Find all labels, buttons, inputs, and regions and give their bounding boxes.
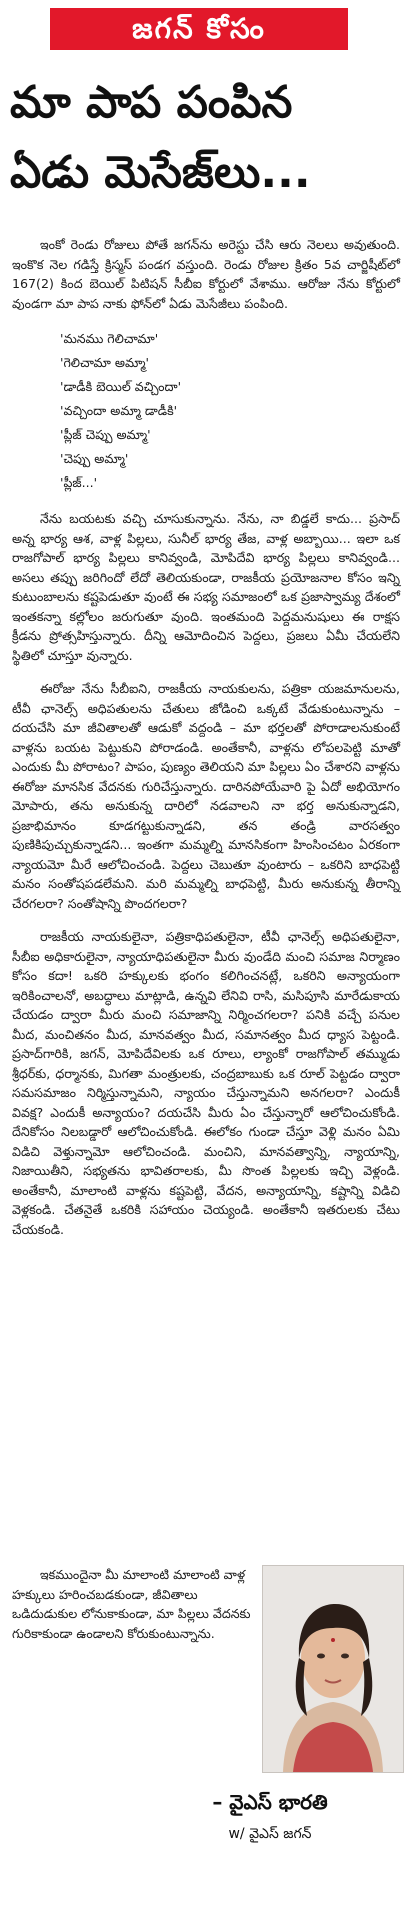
author-signature: – వైఎస్ భారతి	[212, 1790, 328, 1814]
message-5: 'ప్లీజ్ చెప్పు అమ్మా'	[60, 427, 151, 442]
message-4: 'వచ్చిందా అమ్మా డాడీకి'	[60, 403, 178, 418]
closing-column	[12, 1565, 252, 1643]
message-list	[60, 327, 400, 495]
message-2: 'గెలిచామా అమ్మా'	[60, 355, 150, 370]
message-6: 'చెప్పు అమ్మా'	[60, 451, 129, 466]
paragraph-1: ఇంకో రెండు రోజులు పోతే జగన్‌ను అరెస్టు చేసి ఆరు నెలలు అవుతుంది. ఇంకొక నెల గడిస్తే క్రిస్మస్ పండగ వస్తుంది. రెండు రోజుల క్రితం 5వ చార్జిషీట్‌లో 167(2) కింద బెయిల్ పిటిషన్ సీబీఐ కోర్టులో వేశాము. ఆరోజు నేను కోర్టులో వుండగా మా పాప నాకు ఫోన్‌లో ఏడు మెసేజీలు పంపింది.	[12, 237, 400, 311]
section-tag: జగన్ కోసం	[50, 8, 348, 50]
article-body	[12, 235, 400, 1253]
paragraph-4: రాజకీయ నాయకులైనా, పత్రికాధిపతులైనా, టీవీ ఛానెల్స్ అధిపతులైనా, సీబీఐ అధికారులైనా, న్యాయాధిపతులైనా మీరు వుండేది మంచి సమాజ నిర్మాణం కోసం కదా! ఒకరి హక్కులకు భంగం కలిగించనట్లే, ఒకరిని అన్యాయంగా ఇరికించాలనో, అబద్ధాలు మాట్లాడి, ఉన్నవి లేనివి రాసి, మసిపూసి మారేడుకాయ చేయడం ద్వారా మీరు మంచి సమాజాన్ని నిర్మించగలరా? పనికి వచ్చే పనుల మీద, మంచితనం మీద, మానవత్వం మీద, సమానత్వం మీద ధ్యాస పెట్టండి. ప్రసాద్‌గారికి, జగన్, మోపిదేవిలకు ఒక రూలు, ల్యాంకో రాజగోపాల్ తమ్ముడు శ్రీధర్‌కు, ధర్మానకు, మిగతా మంత్రులకు, చంద్రబాబుకు ఒక రూల్ పెట్టడం ద్వారా సమసమాజం నిర్మిస్తున్నామని, న్యాయం చేస్తున్నామని అనగలరా? ఎందుకీ వివక్ష? ఎందుకీ అన్యాయం? దయచేసి మీరు ఏం చేస్తున్నారో ఆలోచించుకోండి. దేనికోసం నిలబడ్డారో ఆలోచించుకోండి. ఈలోకం గుండా చేస్తూ వెళ్లి మనం ఏమి విడిచి వెళ్తున్నామో ఆలోచించండి. మంచిని, మానవత్వాన్ని, న్యాయాన్ని, నిజాయితీని, సభ్యతను భావితరాలకు, మీ సొంత పిల్లలకు ఇచ్చి వెళ్లండి. అంతేకానీ, మాలాంటి వాళ్లను కష్టపెట్టి, వేదన, అన్యాయాన్ని, కష్టాన్ని విడిచి వెళ్లకండి. చేతనైతే ఒకరికి సహాయం చెయ్యండి. అంతేకానీ ఇతరులకు చేటు చేయకండి.	[12, 929, 400, 1237]
portrait-image	[263, 1566, 403, 1772]
author-relation: w/ వైఎస్ జగన్	[228, 1826, 312, 1842]
headline-line-2: ఏడు మెసేజ్‌లు...	[10, 147, 311, 198]
headline	[10, 68, 402, 208]
paragraph-5: ఇకముందైనా మీ మాలాంటి మాలాంటి వాళ్ల హక్కులు హరించబడకుండా, జీవితాలు ఒడిదుడుకుల లోనుకాకుండా, మా పిల్లలు వేదనకు గురికాకుండా ఉండాలని కోరుకుంటున్నాను.	[12, 1567, 251, 1641]
paragraph-3: ఈరోజు నేను సీబీఐని, రాజకీయ నాయకులను, పత్రికా యజమానులను, టీవీ ఛానెల్స్ అధిపతులను చేతులు జోడించి ఒక్కటే వేడుకుంటున్నాను – దయచేసి మా జీవితాలతో ఆడుకో వద్దండి – మా భర్తలతో పోరాడాలనుకుంటే వాళ్లను బయట పెట్టుకుని పోరాడండి. అంతేకానీ, వాళ్లను లోపలపెట్టి మాతో ఎందుకు మీ పోరాటం? పాపం, పుణ్యం తెలియని మా పిల్లలు ఏం చేశారని వాళ్లను ఈరోజు మానసిక వేదనకు గురిచేస్తున్నారు. దారినపోయేవారి పై ఏదో అభియోగం మోపారు, తను అనుకున్న దారిలో నడవాలని నా భర్త అనుకున్నాడని, ప్రజాభిమానం కూడగట్టుకున్నాడని, తన తండ్రి వారసత్వం పుణికిపుచ్చుకున్నాడని... ఇంతగా మమ్మల్ని మానసికంగా హింసించటం ఏరకంగా న్యాయమో మీరే ఆలోచించండి. పెద్దలు చెబుతూ వుంటారు – ఒకరిని బాధపెట్టి మనం సంతోషపడలేమని. మరి మమ్మల్ని బాధపెట్టి, మీరు అనుకున్న తీరాన్ని చేరగలరా? సంతోషాన్ని పొందగలరా?	[12, 681, 400, 911]
message-7: 'ప్లీజ్...'	[60, 475, 98, 490]
message-1: 'మనము గెలిచామా'	[60, 331, 159, 346]
headline-line-1: మా పాప పంపిన	[10, 77, 293, 128]
message-3: 'డాడీకి బెయిల్ వచ్చిందా'	[60, 379, 182, 394]
paragraph-2: నేను బయటకు వచ్చి చూసుకున్నాను. నేను, నా బిడ్డలే కాదు... ప్రసాద్ అన్న భార్య ఆశ, వాళ్ల పిల్లలు, సునీల్ భార్య తేజ, వాళ్ల అబ్బాయి... ఇలా ఒక రాజగోపాల్ భార్య పిల్లలు కానివ్వండి, మోపిదేవి భార్య పిల్లలు కానివ్వండి... అసలు తప్పు జరిగిందో లేదో తెలియకుండా, రాజకీయ ప్రయోజనాల కోసం ఇన్ని కుటుంబాలను కష్టపెడుతూ వుంటే ఈ సభ్య సమాజంలో ఒక ప్రజాస్వామ్య దేశంలో ఇంతకన్నా కల్లోలం జరుగుతూ వుంది. ఇంతమంది పెద్దమనుషులు ఈ రాక్షస క్రీడను ప్రోత్సహిస్తున్నారు. దీన్ని ఆమోదించిన పెద్దలు, ప్రజలు ఏమీ చేయలేని స్థితిలో చూస్తూ వున్నారు.	[12, 511, 400, 663]
author-photo	[262, 1565, 404, 1773]
